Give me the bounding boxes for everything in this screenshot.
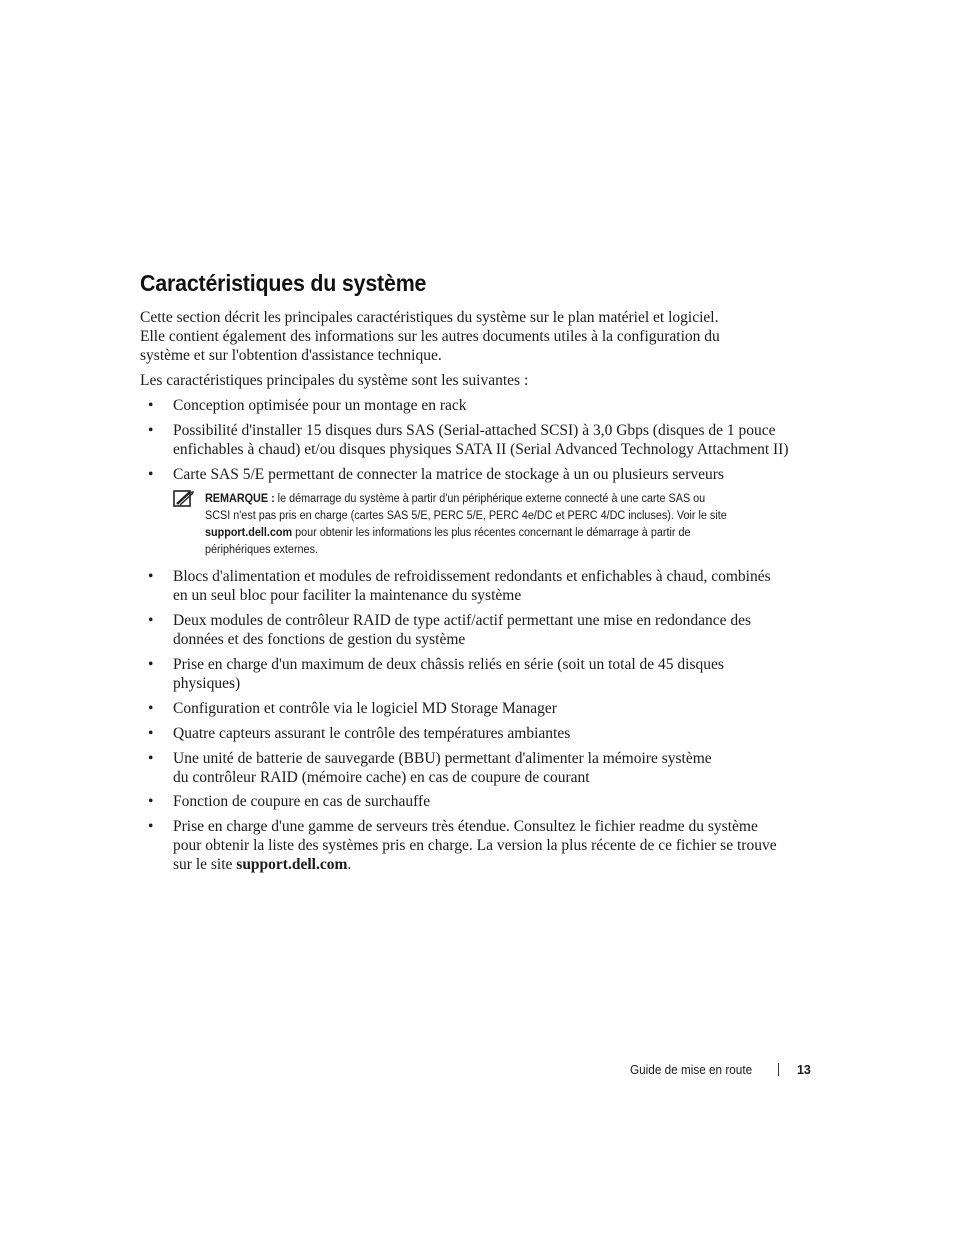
page-number: 13: [796, 1063, 811, 1077]
list-item-line: Prise en charge d'une gamme de serveurs très étendue. Consultez le fichier readme du système: [173, 818, 758, 835]
list-item-text: [173, 396, 467, 415]
list-item-line: données et des fonctions de gestion du système: [173, 631, 466, 648]
bullet-icon: •: [148, 612, 154, 629]
intro-line: Cette section décrit les principales caractéristiques du système sur le plan matériel et logiciel.: [140, 309, 719, 326]
list-item-line: Carte SAS 5/E permettant de connecter la matrice de stockage à un ou plusieurs serveurs: [173, 466, 724, 483]
section-title: Caractéristiques du système: [140, 270, 427, 296]
list-item-line: en un seul bloc pour faciliter la maintenance du système: [173, 587, 522, 604]
bullet-icon: •: [148, 656, 154, 673]
bullet-icon: •: [148, 750, 154, 767]
note-line: pour obtenir les informations les plus récentes concernant le démarrage à partir de: [292, 527, 691, 539]
footer-divider: [778, 1063, 779, 1076]
list-item-line: enfichables à chaud) et/ou disques physiques SATA II (Serial Advanced Technology Attachment II): [173, 441, 789, 458]
bullet-icon: •: [148, 422, 154, 439]
list-item-line: Prise en charge d'un maximum de deux châssis reliés en série (soit un total de 45 disques: [173, 656, 724, 673]
list-item-line: du contrôleur RAID (mémoire cache) en cas de coupure de courant: [173, 769, 590, 786]
intro-line: système et sur l'obtention d'assistance technique.: [140, 347, 442, 364]
support-link[interactable]: support.dell.com: [205, 527, 293, 539]
list-item-line: .: [347, 856, 352, 873]
list-item-line: Blocs d'alimentation et modules de refroidissement redondants et enfichables à chaud, combinés: [173, 568, 771, 585]
bullet-icon: •: [148, 568, 154, 585]
support-link[interactable]: support.dell.com: [236, 856, 348, 873]
list-item-line: Deux modules de contrôleur RAID de type actif/actif permettant une mise en redondance des: [173, 612, 752, 629]
intro-line: Elle contient également des informations sur les autres documents utiles à la configuration du: [140, 328, 720, 345]
list-item-text: [173, 724, 570, 743]
list-item-line: sur le site: [173, 856, 237, 873]
note-line: le démarrage du système à partir d'un périphérique externe connecté à une carte SAS ou: [274, 493, 706, 505]
note-line: SCSI n'est pas pris en charge (cartes SAS 5/E, PERC 5/E, PERC 4e/DC et PERC 4/DC incluses). Voir le site: [205, 510, 727, 522]
list-item-text: [173, 655, 724, 693]
list-item-line: Fonction de coupure en cas de surchauffe: [173, 793, 431, 810]
list-item-line: Configuration et contrôle via le logiciel MD Storage Manager: [173, 700, 557, 717]
bullet-icon: •: [148, 397, 154, 414]
list-item-text: [173, 817, 777, 874]
note-label: REMARQUE :: [205, 493, 275, 505]
list-item-line: physiques): [173, 675, 241, 692]
list-item-text: [173, 567, 771, 605]
list-item-line: Une unité de batterie de sauvegarde (BBU) permettant d'alimenter la mémoire système: [173, 750, 712, 767]
page-footer: [630, 1062, 811, 1078]
bullet-icon: •: [148, 725, 154, 742]
lead-in-paragraph: Les caractéristiques principales du système sont les suivantes :: [140, 372, 529, 389]
list-item-line: Conception optimisée pour un montage en rack: [173, 397, 467, 414]
list-item-text: [173, 611, 751, 649]
intro-paragraph: [140, 308, 800, 365]
list-item-text: [173, 465, 724, 484]
bullet-icon: •: [148, 700, 154, 717]
note-line: périphériques externes.: [205, 544, 318, 556]
bullet-icon: •: [148, 818, 154, 835]
note-text: [205, 491, 727, 559]
list-item-line: pour obtenir la liste des systèmes pris en charge. La version la plus récente de ce fichier se trouve: [173, 837, 777, 854]
footer-guide-title: Guide de mise en route: [630, 1063, 753, 1077]
note-pencil-icon: [173, 490, 195, 508]
list-item-line: Possibilité d'installer 15 disques durs SAS (Serial-attached SCSI) à 3,0 Gbps (disques de 1 pouce: [173, 422, 776, 439]
list-item-line: Quatre capteurs assurant le contrôle des températures ambiantes: [173, 725, 571, 742]
bullet-icon: •: [148, 466, 154, 483]
list-item-text: [173, 749, 712, 787]
list-item-text: [173, 792, 430, 811]
list-item-text: [173, 699, 557, 718]
bullet-icon: •: [148, 793, 154, 810]
list-item-text: [173, 421, 789, 459]
